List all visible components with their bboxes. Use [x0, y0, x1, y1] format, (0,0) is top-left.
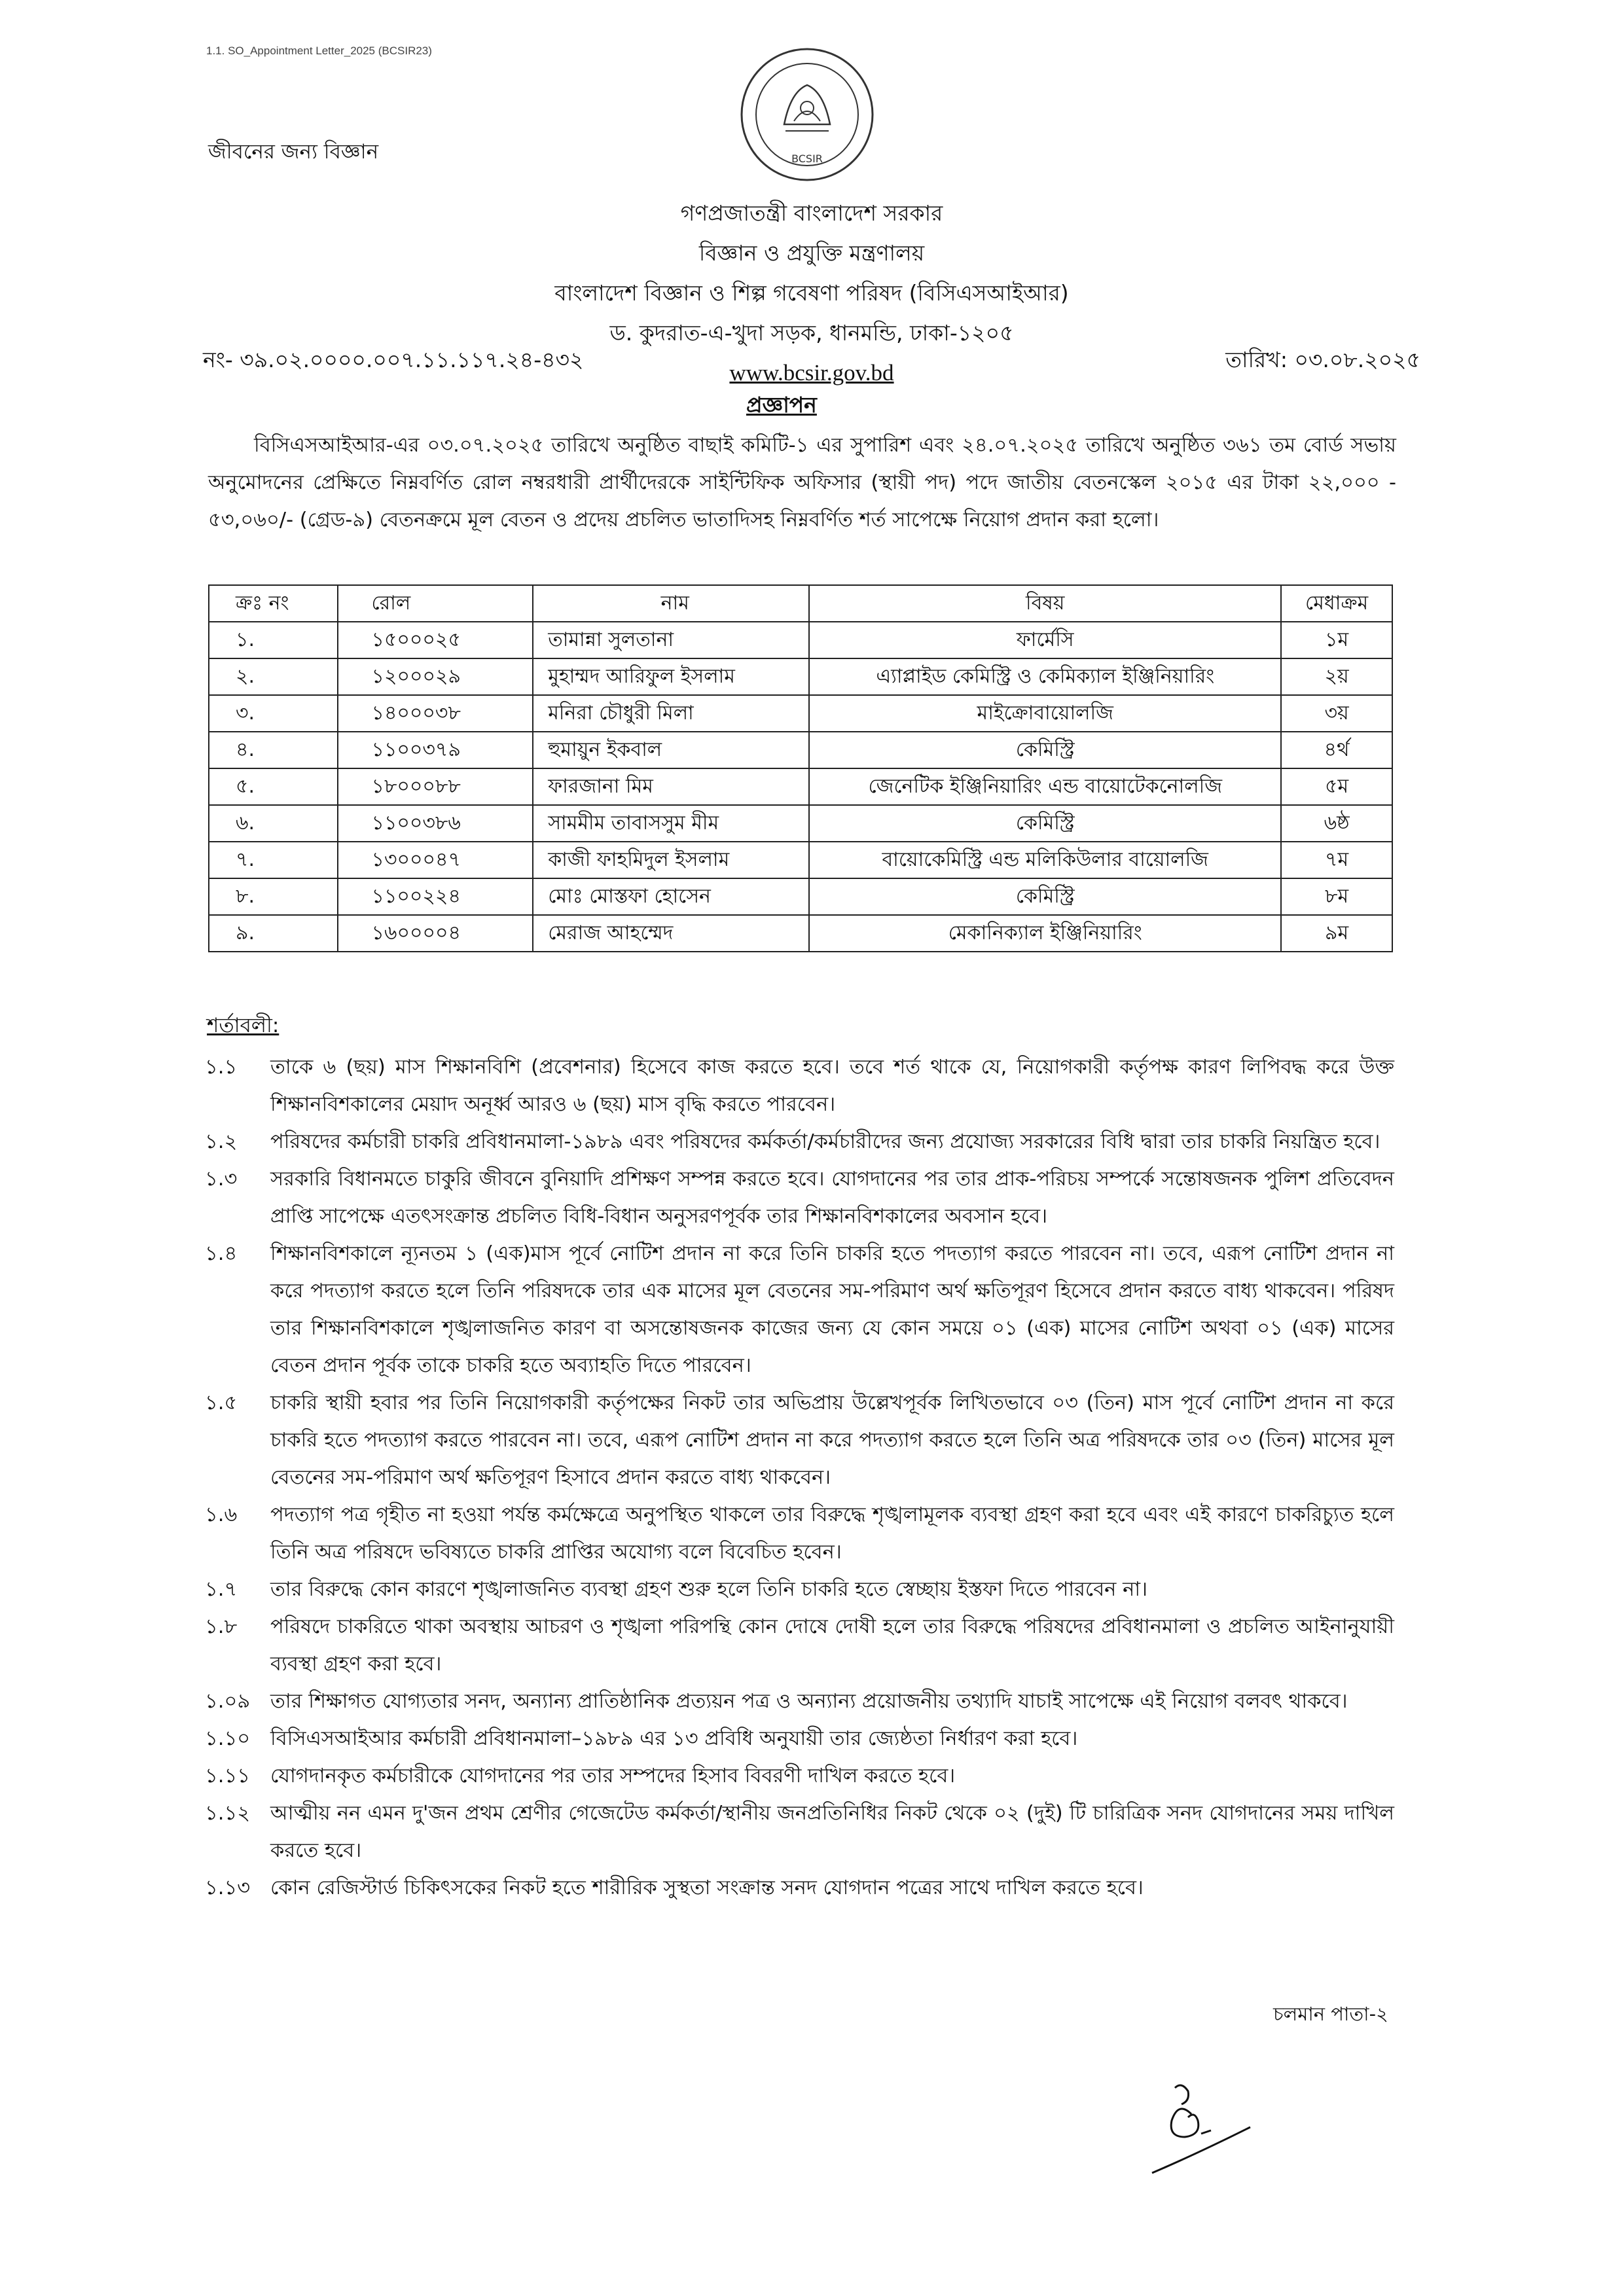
condition-number: ১.৫ — [205, 1391, 238, 1414]
cell-subject: জেনেটিক ইঞ্জিনিয়ারিং এন্ড বায়োটেকনোলজি — [809, 768, 1281, 805]
list-item — [203, 1384, 1394, 1496]
cell-serial: ৩. — [209, 695, 338, 732]
cell-subject: কেমিস্ট্রি — [809, 878, 1281, 915]
cell-name: তামান্না সুলতানা — [533, 622, 809, 658]
condition-number: ১.৬ — [205, 1503, 238, 1526]
cell-merit: ৫ম — [1281, 768, 1392, 805]
header-serial: ক্রঃ নং — [209, 585, 338, 622]
cell-serial: ৮. — [209, 878, 338, 915]
ministry-name: বিজ্ঞান ও প্রযুক্তি মন্ত্রণালয় — [698, 240, 925, 266]
cell-merit: ২য় — [1281, 658, 1392, 695]
seal-text: BCSIR — [791, 152, 823, 165]
condition-text: শিক্ষানবিশকালে ন্যূনতম ১ (এক)মাস পূর্বে নোটিশ প্রদান না করে তিনি চাকরি হতে পদত্যাগ করতে পারবেন না। তবে, এরূপ নোটিশ প্রদান না করে পদত্যাগ করতে হলে তিনি পরিষদকে তার এক মাসের মূল বেতনের সম-পরিমাণ অর্থ ক্ষতিপূরণ হিসেবে প্রদান করতে বাধ্য থাকবেন। পরিষদ তার শিক্ষানবিশকালে শৃঙ্খলাজনিত কারণ বা অসন্তোষজনক কাজের জন্য যে কোন সময়ে ০১ (এক) মাসের নোটিশ অথবা ০১ (এক) মাসের বেতন প্রদান পূর্বক তাকে চাকরি হতে অব্যাহতি দিতে পারবেন। — [270, 1242, 1394, 1377]
cell-name: মুহাম্মদ আরিফুল ইসলাম — [533, 658, 809, 695]
cell-roll: ১৫০০০২৫ — [338, 622, 533, 658]
cell-name: ফারজানা মিম — [533, 768, 809, 805]
cell-serial: ২. — [209, 658, 338, 695]
cell-name: হুমায়ুন ইকবাল — [533, 732, 809, 768]
memo-number: নং- ৩৯.০২.০০০০.০০৭.১১.১১৭.২৪-৪৩২ — [203, 347, 584, 372]
cell-name: মনিরা চৌধুরী মিলা — [533, 695, 809, 732]
header-merit: মেধাক্রম — [1281, 585, 1392, 622]
cell-roll: ১২০০০২৯ — [338, 658, 533, 695]
cell-name: মোঃ মোস্তফা হোসেন — [533, 878, 809, 915]
cell-roll: ১১০০২২৪ — [338, 878, 533, 915]
table-header-row — [209, 585, 1392, 622]
list-item — [203, 1608, 1394, 1683]
table-row — [209, 878, 1392, 915]
cell-roll: ১১০০৩৮৬ — [338, 805, 533, 842]
list-item — [203, 1571, 1394, 1608]
bcsir-seal-icon — [738, 46, 876, 183]
header-name: নাম — [533, 585, 809, 622]
continued-page-note: চলমান পাতা-২ — [1273, 2003, 1388, 2025]
cell-subject: এ্যাপ্লাইড কেমিস্ট্রি ও কেমিক্যাল ইঞ্জিনিয়ারিং — [809, 658, 1281, 695]
table-row — [209, 768, 1392, 805]
condition-text: চাকরি স্থায়ী হবার পর তিনি নিয়োগকারী কর্তৃপক্ষের নিকট তার অভিপ্রায় উল্লেখপূর্বক লিখিতভাবে ০৩ (তিন) মাস পূর্বে নোটিশ প্রদান না করে চাকরি হতে পদত্যাগ করতে পারবেন না। তবে, এরূপ নোটিশ প্রদান না করে পদত্যাগ করতে হলে তিনি অত্র পরিষদকে তার ০৩ (তিন) মাসের মূল বেতনের সম-পরিমাণ অর্থ ক্ষতিপূরণ হিসাবে প্রদান করতে বাধ্য থাকবেন। — [270, 1391, 1394, 1489]
list-item — [203, 1795, 1394, 1869]
header-roll: রোল — [338, 585, 533, 622]
condition-number: ১.১২ — [205, 1802, 251, 1825]
cell-subject: কেমিস্ট্রি — [809, 732, 1281, 768]
condition-number: ১.১০ — [205, 1727, 251, 1750]
condition-text: বিসিএসআইআর কর্মচারী প্রবিধানমালা–১৯৮৯ এর ১৩ প্রবিধি অনুযায়ী তার জ্যেষ্ঠতা নির্ধারণ করা হবে। — [270, 1727, 1078, 1750]
cell-roll: ১৪০০০৩৮ — [338, 695, 533, 732]
list-item — [203, 1049, 1394, 1123]
table-row — [209, 805, 1392, 842]
document-title: প্রজ্ঞাপন — [746, 392, 817, 418]
cell-roll: ১৮০০০৮৮ — [338, 768, 533, 805]
motto: জীবনের জন্য বিজ্ঞান — [208, 140, 379, 164]
condition-text: সরকারি বিধানমতে চাকুরি জীবনে বুনিয়াদি প্রশিক্ষণ সম্পন্ন করতে হবে। যোগদানের পর তার প্রাক-পরিচয় সম্পর্কে সন্তোষজনক পুলিশ প্রতিবেদন প্রাপ্তি সাপেক্ষে এতৎসংক্রান্ত প্রচলিত বিধি-বিধান অনুসরণপূর্বক তার শিক্ষানবিশকালের অবসান হবে। — [270, 1168, 1394, 1228]
list-item — [203, 1160, 1394, 1235]
table-row — [209, 732, 1392, 768]
condition-text: তাকে ৬ (ছয়) মাস শিক্ষানবিশি (প্রবেশনার) হিসেবে কাজ করতে হবে। তবে শর্ত থাকে যে, নিয়োগকারী কর্তৃপক্ষ কারণ লিপিবদ্ধ করে উক্ত শিক্ষানবিশকালের মেয়াদ অনূর্ধ্ব আরও ৬ (ছয়) মাস বৃদ্ধি করতে পারবেন। — [270, 1056, 1394, 1116]
cell-serial: ৯. — [209, 915, 338, 952]
cell-serial: ৫. — [209, 768, 338, 805]
table-row — [209, 695, 1392, 732]
conditions-title: শর্তাবলী: — [207, 1014, 280, 1037]
table-row — [209, 842, 1392, 878]
condition-text: কোন রেজিস্টার্ড চিকিৎসকের নিকট হতে শারীরিক সুস্থতা সংক্রান্ত সনদ যোগদান পত্রের সাথে দাখিল করতে হবে। — [270, 1876, 1144, 1899]
cell-name: সামমীম তাবাসসুম মীম — [533, 805, 809, 842]
condition-text: পরিষদে চাকরিতে থাকা অবস্থায় আচরণ ও শৃঙ্খলা পরিপন্থি কোন দোষে দোষী হলে তার বিরুদ্ধে পরিষদের প্রবিধানমালা ও প্রচলিত আইনানুযায়ী ব্যবস্থা গ্রহণ করা হবে। — [270, 1615, 1394, 1676]
address: ড. কুদরাত-এ-খুদা সড়ক, ধানমন্ডি, ঢাকা-১২০৫ — [609, 320, 1014, 346]
condition-number: ১.৪ — [205, 1242, 238, 1265]
file-label: 1.1. SO_Appointment Letter_2025 (BCSIR23) — [206, 45, 432, 57]
cell-subject: মেকানিক্যাল ইঞ্জিনিয়ারিং — [809, 915, 1281, 952]
cell-serial: ৪. — [209, 732, 338, 768]
cell-subject: মাইক্রোবায়োলজি — [809, 695, 1281, 732]
list-item — [203, 1496, 1394, 1571]
organization-name: বাংলাদেশ বিজ্ঞান ও শিল্প গবেষণা পরিষদ (বিসিএসআইআর) — [554, 280, 1069, 306]
cell-merit: ৩য় — [1281, 695, 1392, 732]
cell-merit: ৮ম — [1281, 878, 1392, 915]
condition-number: ১.৭ — [205, 1578, 238, 1601]
cell-serial: ৭. — [209, 842, 338, 878]
conditions-list — [203, 1049, 1394, 1907]
cell-merit: ৯ম — [1281, 915, 1392, 952]
cell-subject: কেমিস্ট্রি — [809, 805, 1281, 842]
cell-roll: ১৩০০০৪৭ — [338, 842, 533, 878]
list-item — [203, 1683, 1394, 1720]
table-row — [209, 915, 1392, 952]
cell-subject: ফার্মেসি — [809, 622, 1281, 658]
list-item — [203, 1720, 1394, 1757]
cell-roll: ১১০০৩৭৯ — [338, 732, 533, 768]
condition-number: ১.৩ — [205, 1168, 238, 1191]
condition-number: ১.১৩ — [205, 1876, 251, 1899]
list-item — [203, 1869, 1394, 1907]
condition-text: পদত্যাগ পত্র গৃহীত না হওয়া পর্যন্ত কর্মক্ষেত্রে অনুপস্থিত থাকলে তার বিরুদ্ধে শৃঙ্খলামূলক ব্যবস্থা গ্রহণ করা হবে এবং এই কারণে চাকরিচ্যুত হলে তিনি অত্র পরিষদে ভবিষ্যতে চাকরি প্রাপ্তির অযোগ্য বলে বিবেচিত হবেন। — [270, 1503, 1394, 1564]
condition-number: ১.৮ — [205, 1615, 238, 1638]
cell-roll: ১৬০০০০৪ — [338, 915, 533, 952]
signature-icon — [1113, 2075, 1296, 2193]
condition-number: ১.২ — [205, 1130, 238, 1153]
condition-text: তার বিরুদ্ধে কোন কারণে শৃঙ্খলাজনিত ব্যবস্থা গ্রহণ শুরু হলে তিনি চাকরি হতে স্বেচ্ছায় ইস্তফা দিতে পারবেন না। — [270, 1578, 1148, 1601]
condition-number: ১.১১ — [205, 1765, 251, 1787]
table-row — [209, 658, 1392, 695]
condition-number: ১.১ — [205, 1056, 238, 1079]
list-item — [203, 1757, 1394, 1795]
table-row — [209, 622, 1392, 658]
header-subject: বিষয় — [809, 585, 1281, 622]
cell-subject: বায়োকেমিস্ট্রি এন্ড মলিকিউলার বায়োলজি — [809, 842, 1281, 878]
cell-merit: ১ম — [1281, 622, 1392, 658]
memo-date: তারিখ: ০৩.০৮.২০২৫ — [1225, 347, 1420, 372]
website-link[interactable]: www.bcsir.gov.bd — [729, 360, 894, 386]
condition-text: যোগদানকৃত কর্মচারীকে যোগদানের পর তার সম্পদের হিসাব বিবরণী দাখিল করতে হবে। — [270, 1765, 956, 1787]
condition-text: তার শিক্ষাগত যোগ্যতার সনদ, অন্যান্য প্রাতিষ্ঠানিক প্রত্যয়ন পত্র ও অন্যান্য প্রয়োজনীয় তথ্যাদি যাচাই সাপেক্ষে এই নিয়োগ বলবৎ থাকবে। — [270, 1690, 1348, 1713]
government-name: গণপ্রজাতন্ত্রী বাংলাদেশ সরকার — [680, 200, 943, 226]
intro-paragraph: বিসিএসআইআর-এর ০৩.০৭.২০২৫ তারিখে অনুষ্ঠিত বাছাই কমিটি-১ এর সুপারিশ এবং ২৪.০৭.২০২৫ তারিখে অনুষ্ঠিত ৩৬১ তম বোর্ড সভায় অনুমোদনের প্রেক্ষিতে নিম্নবর্ণিত রোল নম্বরধারী প্রার্থীদেরকে সাইন্টিফিক অফিসার (স্থায়ী পদ) পদে জাতীয় বেতনস্কেল ২০১৫ এর টাকা ২২,০০০ - ৫৩,০৬০/- (গ্রেড-৯) বেতনক্রমে মূল বেতন ও প্রদেয় প্রচলিত ভাতাদিসহ নিম্নবর্ণিত শর্ত সাপেক্ষে নিয়োগ প্রদান করা হলো। — [208, 434, 1396, 531]
appointee-table — [208, 584, 1393, 952]
condition-number: ১.০৯ — [205, 1690, 251, 1713]
cell-merit: ৪র্থ — [1281, 732, 1392, 768]
list-item — [203, 1235, 1394, 1384]
cell-merit: ৬ষ্ঠ — [1281, 805, 1392, 842]
cell-name: মেরাজ আহম্মেদ — [533, 915, 809, 952]
list-item — [203, 1123, 1394, 1160]
condition-text: পরিষদের কর্মচারী চাকরি প্রবিধানমালা-১৯৮৯ এবং পরিষদের কর্মকর্তা/কর্মচারীদের জন্য প্রযোজ্য সরকারের বিধি দ্বারা তার চাকরি নিয়ন্ত্রিত হবে। — [270, 1130, 1380, 1153]
cell-merit: ৭ম — [1281, 842, 1392, 878]
condition-text: আত্মীয় নন এমন দু'জন প্রথম শ্রেণীর গেজেটেড কর্মকর্তা/স্থানীয় জনপ্রতিনিধির নিকট থেকে ০২ (দুই) টি চারিত্রিক সনদ যোগদানের সময় দাখিল করতে হবে। — [270, 1802, 1394, 1862]
cell-serial: ১. — [209, 622, 338, 658]
cell-name: কাজী ফাহমিদুল ইসলাম — [533, 842, 809, 878]
cell-serial: ৬. — [209, 805, 338, 842]
